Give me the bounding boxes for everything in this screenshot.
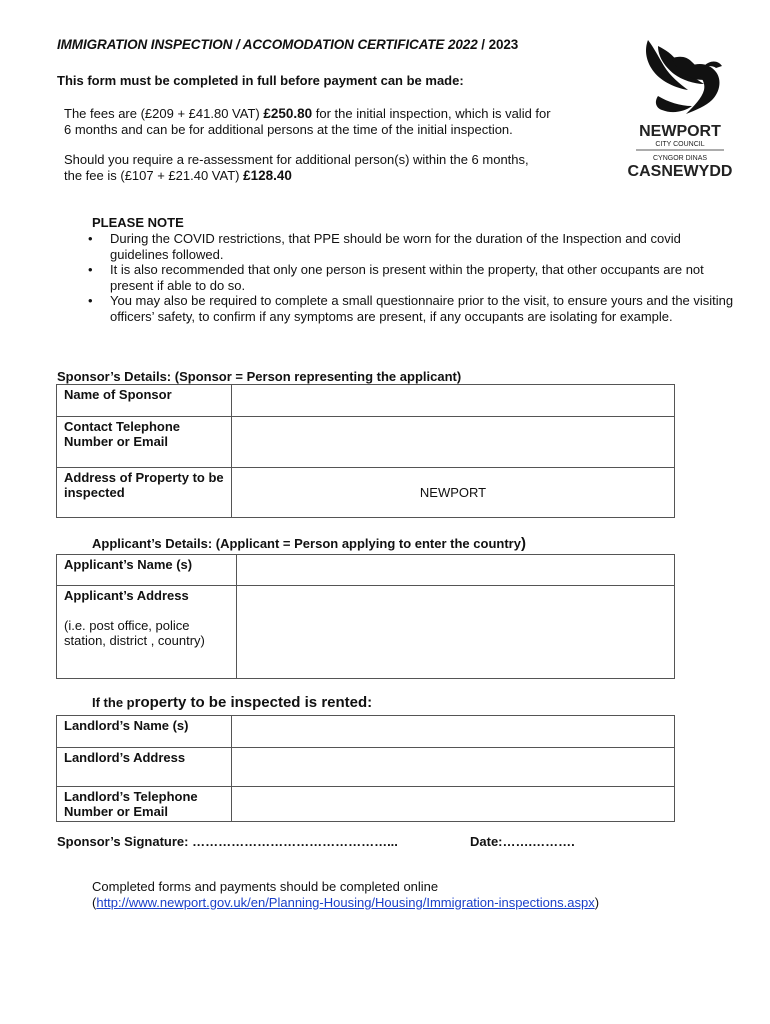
- sponsor-contact-field[interactable]: [232, 417, 675, 468]
- note-item-questionnaire: • You may also be required to complete a small questionnaire prior to the visit, to ensure yours and the visiting officers’ safety, to confirm if any symptoms are present, if any occupants are isolating for example.: [84, 293, 734, 324]
- note-item-covid: • During the COVID restrictions, that PPE should be worn for the duration of the Inspection and covid guidelines followed.: [84, 231, 734, 262]
- please-note-list: [84, 231, 734, 324]
- applicant-section-label: [92, 535, 526, 552]
- landlord-address-label: Landlord’s Address: [57, 748, 232, 787]
- reassess-text-2: the fee is (£107 + £21.40 VAT): [64, 168, 244, 183]
- logo-newport: NEWPORT: [639, 123, 721, 140]
- applicant-address-title: Applicant’s Address: [64, 588, 189, 603]
- logo-cyngor-dinas: CYNGOR DINAS: [652, 155, 708, 162]
- fees-text-2: for the initial inspection, which is valid for: [312, 106, 551, 121]
- applicant-name-field[interactable]: [237, 555, 675, 586]
- reassess-paragraph: [64, 152, 614, 184]
- sponsor-signature-line[interactable]: Sponsor’s Signature: ………………………………………...: [57, 834, 398, 849]
- landlord-contact-field[interactable]: [232, 787, 675, 822]
- fees-amount: £250.80: [263, 106, 313, 121]
- sponsor-table: [56, 384, 675, 518]
- property-address-value: NEWPORT: [419, 485, 487, 500]
- logo-casnewydd: CASNEWYDD: [627, 163, 733, 180]
- footer-paren-close: ): [594, 895, 600, 910]
- note-item-one-person: • It is also recommended that only one person is present within the property, that other occupants are not present if able to do so.: [84, 262, 734, 293]
- landlord-table: [56, 715, 675, 822]
- please-note-heading: PLEASE NOTE: [92, 215, 184, 230]
- sponsor-contact-label: Contact Telephone Number or Email: [57, 417, 232, 468]
- title-text: IMMIGRATION INSPECTION / ACCOMODATION CERTIFICATE 2022: [57, 37, 478, 52]
- newport-council-logo: [618, 36, 742, 186]
- page-title: [57, 37, 518, 52]
- logo-city-council: CITY COUNCIL: [655, 141, 705, 148]
- landlord-address-field[interactable]: [232, 748, 675, 787]
- fees-text-3: 6 months and can be for additional persons at the time of the initial inspection.: [64, 122, 513, 137]
- rented-label-small: If the p: [92, 695, 135, 710]
- intro-lead: This form must be completed in full before payment can be made:: [57, 73, 464, 88]
- rented-section-label: [92, 694, 372, 711]
- title-separator: /: [477, 37, 489, 52]
- landlord-name-label: Landlord’s Name (s): [57, 716, 232, 748]
- applicant-address-label: [57, 586, 237, 679]
- applicant-name-label: Applicant’s Name (s): [57, 555, 237, 586]
- applicant-label-paren: ): [520, 535, 526, 552]
- applicant-label-text: Applicant’s Details: (Applicant = Person applying to enter the country: [92, 536, 521, 551]
- footer-text: Completed forms and payments should be completed online: [92, 879, 439, 894]
- footer-paren-open: (: [92, 895, 97, 910]
- dragon-emblem-icon: [618, 36, 742, 186]
- fees-paragraph: [64, 106, 614, 138]
- date-line[interactable]: Date:…….……….: [470, 834, 575, 849]
- applicant-address-field[interactable]: [237, 586, 675, 679]
- applicant-address-hint: (i.e. post office, police station, district , country): [64, 618, 205, 648]
- reassess-amount: £128.40: [243, 168, 292, 183]
- landlord-name-field[interactable]: [232, 716, 675, 748]
- sponsor-name-field[interactable]: [232, 385, 675, 417]
- reassess-text-1: Should you require a re-assessment for additional person(s) within the 6 months,: [64, 152, 529, 167]
- fees-text-1: The fees are (£209 + £41.80 VAT): [64, 106, 264, 121]
- property-address-label: Address of Property to be inspected: [57, 468, 232, 518]
- property-address-field[interactable]: [232, 468, 675, 518]
- footer-note: [92, 879, 599, 911]
- applicant-table: [56, 554, 675, 679]
- title-year: 2023: [488, 37, 519, 52]
- sponsor-name-label: Name of Sponsor: [57, 385, 232, 417]
- immigration-inspections-link[interactable]: http://www.newport.gov.uk/en/Planning-Housing/Housing/Immigration-inspections.aspx: [96, 895, 595, 910]
- rented-label-big: roperty to be inspected is rented:: [134, 694, 373, 711]
- landlord-contact-label: Landlord’s Telephone Number or Email: [57, 787, 232, 822]
- sponsor-section-label: Sponsor’s Details: (Sponsor = Person representing the applicant): [57, 369, 462, 384]
